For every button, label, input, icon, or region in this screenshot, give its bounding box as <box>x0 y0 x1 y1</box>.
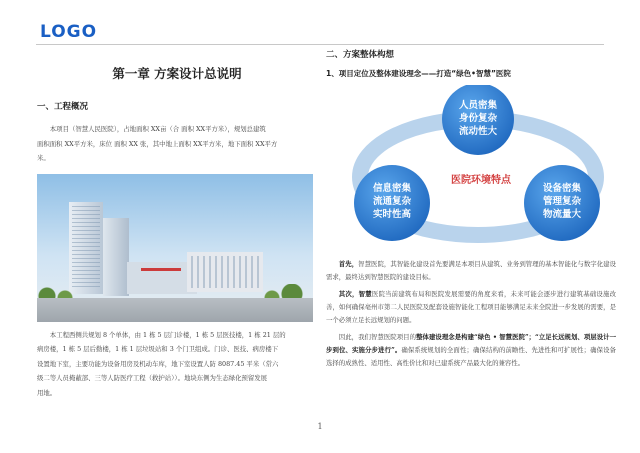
logo: LOGO <box>40 22 98 42</box>
intro-line: 米。 <box>37 154 50 162</box>
section-heading-overall-concept: 二、方案整体构想 <box>326 50 395 60</box>
page-number: 1 <box>317 422 323 431</box>
desc-line: 级二等人员掩蔽部、三等人防医疗工程（救护站））。地块东侧为生态绿化预留发展 <box>37 374 268 382</box>
diagram-center-label: 医院环境特点 <box>451 175 511 186</box>
environment-features-diagram <box>326 85 616 250</box>
circle-top-label: 人员密集 身份复杂 流动性大 <box>458 100 497 137</box>
header-divider <box>36 44 604 45</box>
section-heading-project-overview: 一、工程概况 <box>37 102 89 112</box>
desc-line: 设置地下室，主要功能为设备用房及机动车库，地下室设置人防 8087.45 平米（常六 <box>37 359 279 368</box>
entrance-canopy <box>141 268 181 271</box>
circle-left-label: 信息密集 流通复杂 实时性高 <box>372 183 411 220</box>
circle-right-label: 设备密集 管理复杂 物流量大 <box>542 183 581 220</box>
right-column <box>326 48 616 374</box>
intro-line: 本项目（智慧人民医院），占地面积 XX亩（合 面积 XX平方米），规划总建筑 <box>49 125 266 133</box>
chapter-title: 第一章 方案设计总说明 <box>112 66 242 81</box>
intro-line: 面积面积 XX平方米，床位 面积 XX 张，其中地上面积 XX平方米，地下面积 XX平方 <box>37 139 278 148</box>
desc-line: 病房楼，1 栋 5 层后勤楼，1 栋 1 层垃圾站和 3 个门卫组成。门诊、医技、病房楼下 <box>37 345 279 353</box>
desc-line: 本工程西侧共规划 8 个单体，由 1 栋 5 层门诊楼，1 栋 5 层医技楼，1 栋 21 层的 <box>49 330 286 339</box>
ward-tower <box>69 202 103 294</box>
left-column <box>37 56 317 400</box>
paragraph-first: 首先，智慧医院，其智能化建设首先要满足本项目从建筑、业务到管理的基本智能化与数字化建设需求，最终达到智慧医院的建设目标。 <box>326 260 616 281</box>
paragraph-third: 因此，我们智慧医院项目的整体建设理念是构建“绿色 • 智慧医院”；“立足长远规划、项层设计一步到位、实施分步进行”。确保系统规划的全面性；确保结构的前瞻性、先进性和可扩展性；确保设备选择的成熟性、适用性、高性价比和对已建系统产品最大化的兼容性。 <box>326 333 617 367</box>
paragraph-second: 其次，智慧医院当前建筑布局和医院发展需要的角度来看，未来可能会逐步进行建筑基础设施改善，如何确保亳州市第二人民医院及配套设施智能化工程项目能够满足未来全院进一步发展的需要，是一个必须立足长远规划的问题。 <box>326 290 617 324</box>
desc-line: 用地。 <box>37 388 57 397</box>
hospital-rendering-image <box>37 174 313 322</box>
sub-heading-positioning: 1、项目定位及整体建设理念——打造“绿色•智慧”医院 <box>326 69 511 78</box>
entrance-plaza <box>37 298 313 322</box>
